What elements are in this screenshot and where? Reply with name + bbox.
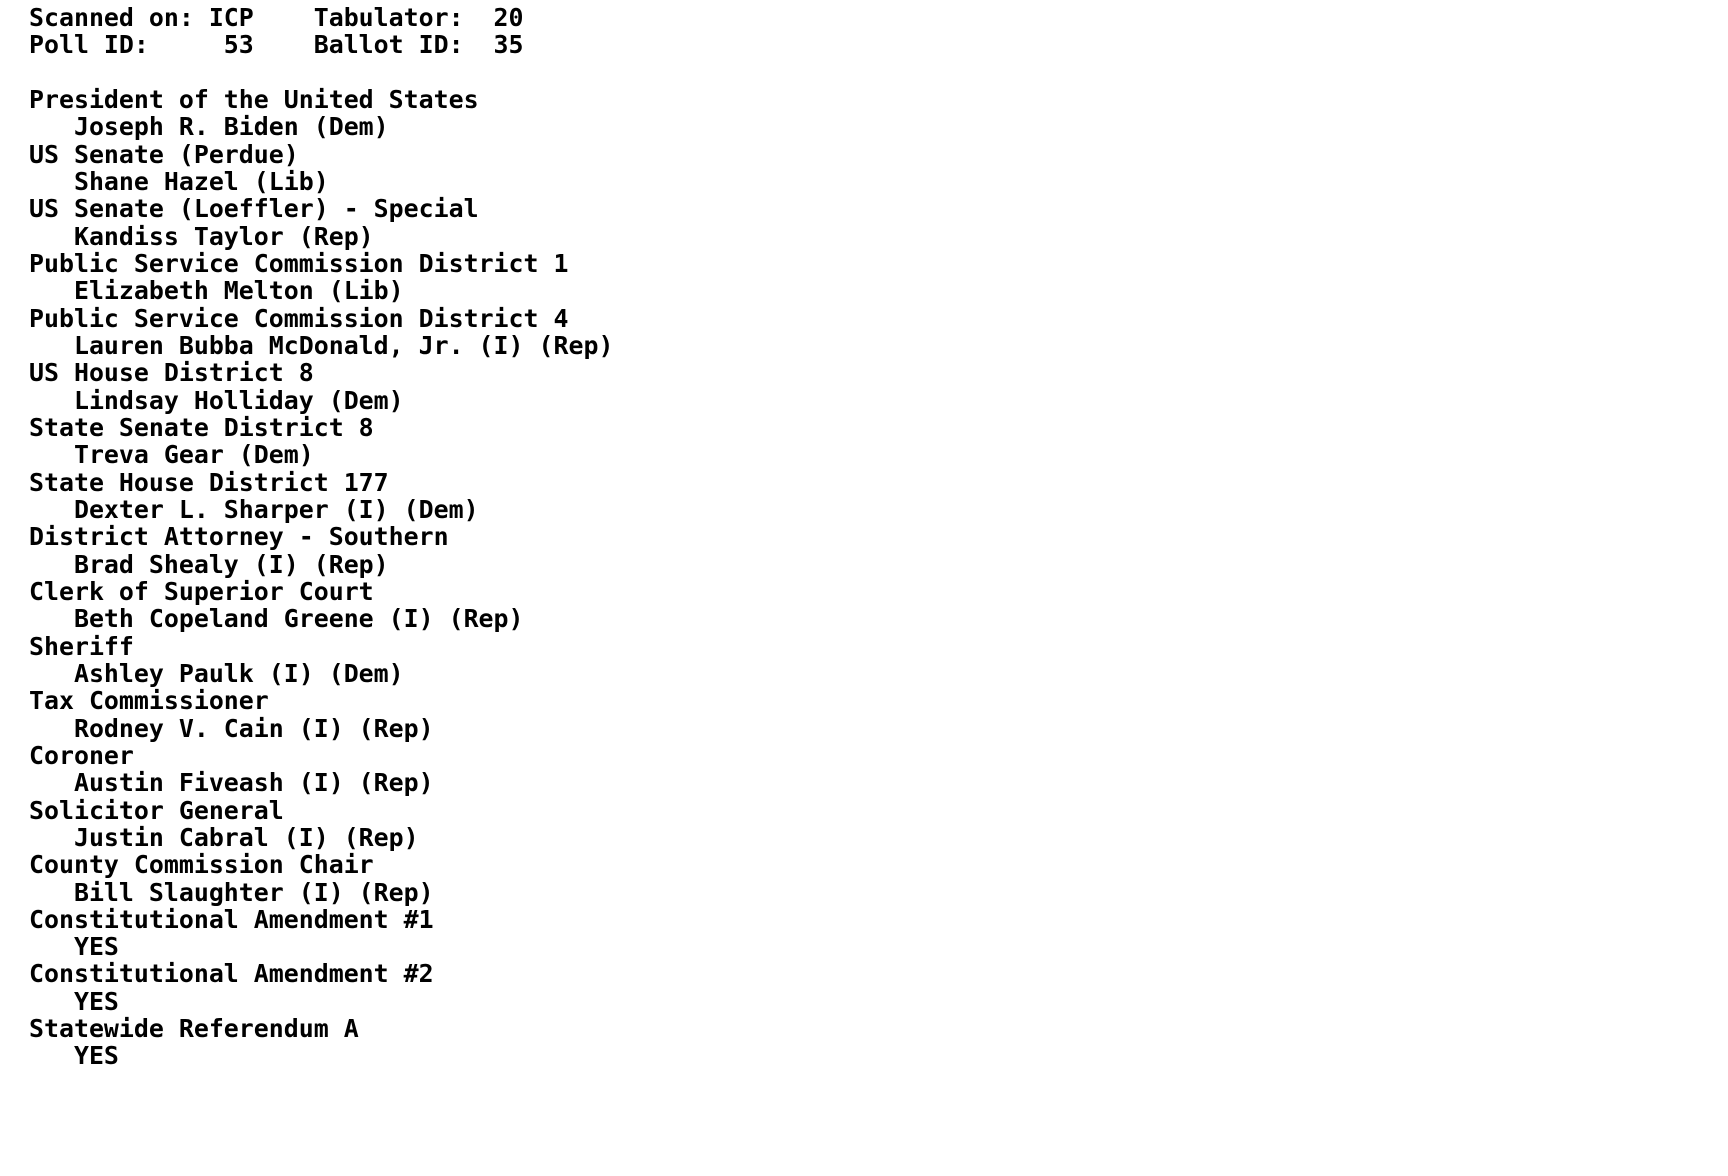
contest-selection: Shane Hazel (Lib) — [73, 166, 329, 196]
contest-block — [29, 851, 1728, 906]
contest-block — [29, 797, 1728, 852]
contest-selection: Justin Cabral (I) (Rep) — [73, 822, 419, 852]
contest-selection: Rodney V. Cain (I) (Rep) — [73, 713, 434, 743]
contest-block — [29, 906, 1728, 961]
ballot-id-label: Ballot ID: — [313, 30, 464, 60]
contest-block — [29, 195, 1728, 250]
contest-selection: Lauren Bubba McDonald, Jr. (I) (Rep) — [73, 330, 614, 360]
contest-block — [29, 414, 1728, 469]
contest-selection: Joseph R. Biden (Dem) — [73, 112, 389, 142]
contest-selection: Dexter L. Sharper (I) (Dem) — [73, 494, 479, 524]
ballot-id-value: 35 — [493, 30, 524, 60]
contest-name: Constitutional Amendment #1 — [29, 904, 434, 934]
contest-block — [29, 305, 1728, 360]
contest-name: US House District 8 — [29, 358, 314, 388]
contest-name: Solicitor General — [29, 795, 284, 825]
contest-selection: Austin Fiveash (I) (Rep) — [73, 768, 434, 798]
tabulator-label: Tabulator: — [313, 3, 464, 32]
contest-name: US Senate (Perdue) — [29, 139, 299, 169]
contest-name: Sheriff — [29, 631, 134, 661]
header-line-scanned — [29, 4, 1728, 31]
contest-name: Public Service Commission District 1 — [29, 248, 569, 278]
scanned-on-value: ICP — [208, 3, 254, 32]
contest-selection: Treva Gear (Dem) — [73, 440, 314, 470]
contest-block — [29, 1015, 1728, 1070]
poll-id-value: 53 — [223, 30, 254, 60]
header-line-poll — [29, 31, 1728, 58]
contest-block — [29, 742, 1728, 797]
contest-block — [29, 960, 1728, 1015]
contest-name: Constitutional Amendment #2 — [29, 959, 434, 989]
poll-id-label: Poll ID: — [29, 30, 149, 60]
contest-name: State House District 177 — [29, 467, 389, 497]
contest-selection: Lindsay Holliday (Dem) — [73, 385, 404, 415]
contest-name: Tax Commissioner — [29, 686, 269, 716]
contest-name: State Senate District 8 — [29, 412, 374, 442]
contest-block — [29, 633, 1728, 688]
contest-selection: Bill Slaughter (I) (Rep) — [73, 877, 434, 907]
contest-block — [29, 523, 1728, 578]
contest-selection: YES — [73, 1041, 119, 1071]
contest-selection: Ashley Paulk (I) (Dem) — [73, 658, 404, 688]
contest-block — [29, 86, 1728, 141]
contest-block — [29, 578, 1728, 633]
contest-block — [29, 359, 1728, 414]
contest-name: Public Service Commission District 4 — [29, 303, 569, 333]
blank-line — [29, 59, 1728, 86]
scanned-on-label: Scanned on: — [29, 3, 194, 32]
contest-block — [29, 687, 1728, 742]
contest-name: President of the United States — [29, 84, 479, 114]
contest-selection: YES — [73, 932, 119, 962]
contest-block — [29, 469, 1728, 524]
contest-name: Coroner — [29, 740, 134, 770]
contest-selection: Beth Copeland Greene (I) (Rep) — [73, 604, 524, 634]
contest-name: County Commission Chair — [29, 850, 374, 880]
tabulator-value: 20 — [493, 3, 524, 32]
contest-list — [29, 86, 1728, 1070]
contest-selection: Kandiss Taylor (Rep) — [73, 221, 374, 251]
contest-selection: Elizabeth Melton (Lib) — [73, 276, 404, 306]
contest-name: Clerk of Superior Court — [29, 576, 374, 606]
contest-name: US Senate (Loeffler) - Special — [29, 194, 479, 224]
contest-block — [29, 250, 1728, 305]
contest-block — [29, 141, 1728, 196]
contest-name: District Attorney - Southern — [29, 522, 449, 552]
contest-selection: YES — [73, 986, 119, 1016]
contest-selection: Brad Shealy (I) (Rep) — [73, 549, 389, 579]
contest-name: Statewide Referendum A — [29, 1014, 359, 1044]
